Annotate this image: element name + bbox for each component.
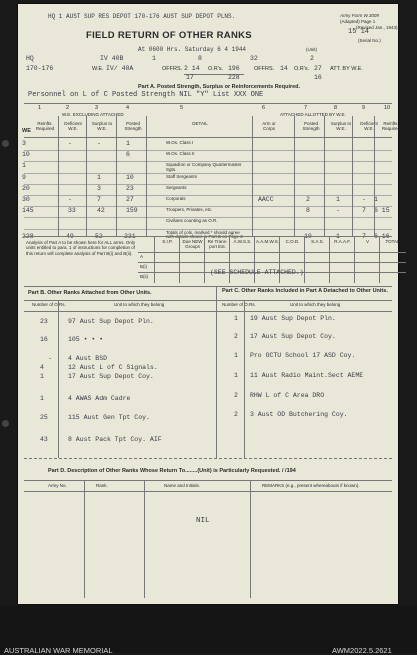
row-we: 9	[22, 173, 26, 181]
column-rule	[86, 116, 87, 236]
part-b-number: 43	[40, 436, 48, 443]
we-col-label: WE	[22, 128, 31, 134]
total-3: 16	[314, 74, 322, 81]
column-rule	[374, 116, 375, 236]
column-number: 1	[38, 105, 42, 111]
column-header: Posted Strength	[302, 121, 320, 131]
punch-hole	[2, 140, 9, 147]
row-detail: Staff Sergeants	[166, 173, 197, 179]
total-we: 228	[22, 232, 34, 240]
row-posted: 10	[126, 173, 134, 181]
analysis-col-rule	[154, 237, 155, 283]
column-number: 8	[334, 105, 338, 111]
rule	[24, 458, 392, 459]
row-detail: W.Os. Class I	[166, 140, 194, 145]
part-c-unit: 17 Aust Sup Depot Coy.	[250, 333, 336, 340]
ors-label: O.R's.	[208, 66, 224, 72]
part-b-number: 4	[40, 364, 44, 371]
rule	[24, 137, 392, 138]
total-att-posted: 10	[304, 232, 312, 240]
form-title: FIELD RETURN OF OTHER RANKS	[86, 30, 252, 41]
row-deficient: 33	[68, 207, 76, 215]
column-header: DETAIL	[192, 121, 208, 126]
total-deficient: 49	[66, 232, 74, 240]
part-c-number: 1	[234, 372, 238, 379]
part-d-heading: Part D. Description of Other Ranks Whose Return To........(Unit) is Particularly Requested. / /194	[48, 468, 296, 474]
part-d-entry: NIL	[196, 517, 210, 525]
part-c-heading: Part C. Other Ranks Included in Part A Detached to Other Units.	[222, 288, 388, 294]
column-header: Reinfts. Required	[381, 121, 401, 131]
analysis-col-header: Re Trans-port Est.	[207, 239, 228, 249]
row-att-posted: 8	[306, 207, 310, 215]
hq-code: HQ	[26, 55, 34, 62]
part-b-unit: 17 Aust Sup Depot Coy.	[68, 373, 154, 380]
row-posted: 23	[126, 184, 134, 192]
column-rule	[294, 116, 295, 236]
hq-ors: 8	[198, 55, 202, 62]
analysis-col-header: S.A.S.	[311, 239, 324, 244]
rule	[24, 300, 392, 301]
part-d-col-army-no: Army No.	[48, 483, 67, 488]
total-att-surplus: 1	[336, 232, 340, 240]
row-deficient: -	[68, 140, 72, 147]
total-att-reinfts: 6 16	[374, 232, 390, 240]
part-c-unit: RHW L of C Area DRO	[250, 392, 325, 399]
row-att-deficient: -	[362, 196, 366, 203]
row-att-surplus: -	[336, 207, 340, 215]
row-rule	[24, 173, 392, 174]
row-surplus: 3	[97, 184, 101, 192]
column-rule	[324, 116, 325, 236]
row-detail: Troopers, Privates, etc.	[166, 207, 213, 213]
column-number: 9	[362, 105, 366, 111]
rule	[24, 103, 392, 104]
typed-unit-line: HQ 1 AUST SUP RES DEPOT 170-176 AUST SUP DEPOT PLNS.	[48, 13, 236, 20]
part-c-unit: 19 Aust Sup Depot Pln.	[250, 315, 336, 322]
attached-heading: ATTACHED ALLOTTED BY W.E.	[280, 112, 346, 117]
part-b-number: 16	[40, 336, 48, 343]
we-value: IV/ 40A	[106, 65, 134, 72]
column-header: Posted Strength	[124, 121, 142, 131]
part-b-col-a: Number of O.Rs.	[32, 302, 66, 307]
total-posted: 231	[124, 232, 136, 240]
analysis-row-label: B(i)	[140, 264, 147, 269]
we-excl-heading: W.E. EXCLUDING ATTACHED	[62, 112, 124, 117]
column-number: 5	[180, 105, 184, 111]
row-rule	[24, 184, 392, 185]
part-c-unit: 3 Aust OD Butchering Coy.	[250, 411, 348, 418]
analysis-row-label: B(ii)	[140, 274, 148, 279]
unit-label: (Unit)	[306, 47, 317, 52]
analysis-col-rule	[379, 237, 380, 283]
row-att-surplus: 1	[336, 196, 340, 203]
column-rule	[58, 116, 59, 236]
row-we: 30	[22, 196, 30, 203]
part-c-unit: 11 Aust Radio Maint.Sect AEME	[250, 372, 364, 379]
ors-value-2: 27	[314, 65, 322, 72]
att-label: ATT. BY W.E.	[330, 66, 363, 72]
part-d-col-name: Name and Initials.	[164, 483, 201, 488]
analysis-row-rule	[138, 262, 406, 263]
analysis-col-rule	[354, 237, 355, 283]
offrs-label: OFFRS.	[162, 66, 183, 72]
row-deficient: -	[68, 196, 72, 203]
serial-number: 15 14	[348, 28, 370, 36]
personnel-line: Personnel on L of C Posted Strength NIL "Y" List XXX ONE	[28, 91, 264, 99]
analysis-col-header: S.I.P.	[162, 239, 173, 244]
rule	[24, 311, 392, 312]
analysis-col-rule	[179, 237, 180, 283]
part-c-number: 2	[234, 411, 238, 418]
column-rule	[146, 116, 147, 236]
divider	[244, 300, 245, 458]
part-c-number: 1	[234, 352, 238, 359]
total-att-deficient: 7	[362, 232, 366, 240]
part-b-number: 23	[40, 318, 48, 325]
row-detail: Corporals	[166, 196, 186, 201]
row-arm: AACC	[258, 196, 274, 203]
analysis-row-label: A	[140, 254, 144, 259]
offrs-value-2: 14	[280, 65, 288, 72]
part-b-unit: 105 • • •	[68, 336, 104, 343]
ors-value: 196	[228, 65, 240, 72]
analysis-row-rule	[138, 252, 406, 253]
row-we: 10	[22, 151, 30, 159]
part-b-number: -	[48, 355, 52, 362]
part-c-unit: Pro OCTU School 17 ASD Coy.	[250, 352, 356, 359]
part-b-heading: Part B. Other Ranks Attached from Other Units.	[28, 290, 152, 296]
field-return-form	[18, 4, 401, 604]
part-b-unit: 12 Aust L of C Signals.	[68, 364, 158, 371]
adapted-label: (Adapted) Page 1	[340, 19, 376, 24]
analysis-col-header: A.W.S.S.	[233, 239, 252, 244]
part-d-col-remarks: REMARKS (e.g., present whereabouts if known).	[262, 483, 360, 488]
row-posted: 6	[126, 151, 130, 159]
see-schedule-note: (SEE SCHEDULE ATTACHED.)	[210, 269, 304, 276]
analysis-col-rule	[204, 237, 205, 283]
column-header: Deficient W.E.	[360, 121, 378, 131]
column-number: 2	[66, 105, 70, 111]
rule	[24, 480, 392, 481]
row-posted: 27	[126, 196, 134, 203]
analysis-col-header: V	[365, 239, 369, 244]
army-form-label: Army Form W.3009	[340, 13, 379, 18]
column-number: 3	[95, 105, 99, 111]
analysis-col-rule	[304, 237, 305, 283]
row-surplus: 1	[97, 173, 101, 181]
column-header: Arm or Corps	[262, 121, 276, 131]
column-header: Surplus to W.E.	[91, 121, 113, 131]
row-detail: Civilians counting as O.R.	[166, 218, 218, 224]
analysis-col-rule	[279, 237, 280, 283]
column-header: Surplus to W.E.	[330, 121, 352, 131]
total-detail: Totals of cols. marked * should agree with details shown in Part B on Page 2	[166, 229, 243, 240]
analysis-col-header: TOTAL	[385, 239, 400, 244]
part-c-number: 2	[234, 392, 238, 399]
column-header: Deficient W.E.	[64, 121, 82, 131]
divider	[144, 480, 145, 598]
form-sub-label: (Revised Jan., 1943)	[356, 25, 398, 30]
column-number: 6	[262, 105, 266, 111]
part-b-unit: 97 Aust Sup Depot Pln.	[68, 318, 154, 325]
column-rule	[352, 116, 353, 236]
analysis-label: Analysis of Part A to be shown here for ALL arms. Only units entitled to para. 1 of instructions for completion of this return will complete analysis of Part B(i) and B(ii).	[26, 240, 136, 256]
divider	[58, 300, 59, 458]
row-detail: W.Os. Class II	[166, 151, 195, 157]
rule	[24, 491, 392, 492]
we-label: W.E.	[92, 66, 104, 72]
punch-hole	[2, 420, 9, 427]
row-we: 1	[22, 162, 26, 170]
total-2: 228	[228, 74, 240, 81]
unit-code: 170-176	[26, 65, 54, 72]
analysis-col-rule	[254, 237, 255, 283]
row-we: 145	[22, 207, 34, 215]
at-time-line: At 0600 Hrs. Saturday 6 4 1944	[138, 46, 247, 53]
row-posted: 159	[126, 207, 138, 215]
row-we: 3	[22, 140, 26, 147]
row-detail: Sergeants	[166, 184, 187, 190]
row-surplus: 42	[97, 207, 105, 215]
offrs-value: 2 14	[184, 65, 200, 72]
part-d-col-rank: Rank.	[96, 483, 108, 488]
part-b-number: 1	[40, 395, 44, 402]
row-att-reinfts: 1	[374, 196, 378, 203]
serial-label: (Serial No.)	[358, 38, 381, 43]
divider	[250, 480, 251, 598]
row-surplus: -	[97, 140, 101, 147]
column-header: Reinfts. Required	[35, 121, 55, 131]
hq-ors-2: 32	[250, 55, 258, 62]
analysis-col-rule	[329, 237, 330, 283]
analysis-col-rule	[229, 237, 230, 283]
column-number: 4	[126, 105, 130, 111]
hq-we: IV 40B	[100, 55, 124, 62]
part-b-number: 25	[40, 414, 48, 421]
part-b-unit: 4 Aust BSD	[68, 355, 108, 362]
rule	[24, 286, 392, 287]
part-c-number: 1	[234, 315, 238, 322]
row-rule	[24, 150, 392, 151]
analysis-col-header: Due NEW Groups	[182, 239, 203, 249]
divider	[84, 480, 85, 598]
row-we: 20	[22, 184, 30, 192]
part-b-number: 1	[40, 373, 44, 380]
column-number: 10	[384, 105, 391, 111]
row-detail: Squadron or Company Quartermaster Sgts.	[166, 162, 242, 173]
hq-attached: 2	[310, 55, 314, 62]
row-att-reinfts: 6 15	[374, 207, 390, 215]
part-b-unit: 8 Aust Pack Tpt Coy. AIF	[68, 436, 162, 443]
row-att-posted: 2	[306, 196, 310, 203]
footer-left-text: AUSTRALIAN WAR MEMORIAL	[4, 646, 113, 655]
analysis-col-header: A.A.M.W.S.	[256, 239, 280, 244]
column-rule	[116, 116, 117, 236]
column-number: 7	[304, 105, 308, 111]
part-c-col-b: Unit to which they belong	[290, 302, 341, 307]
total-surplus: 52	[95, 232, 103, 240]
part-b-col-b: Unit to which they belong	[114, 302, 165, 307]
part-c-number: 2	[234, 333, 238, 340]
total-1: 17	[186, 74, 194, 81]
part-a-heading: Part A. Posted Strength, Surplus or Reinforcements Required.	[138, 84, 301, 90]
ors-label-2: O.R's.	[294, 66, 310, 72]
row-surplus: 7	[97, 196, 101, 203]
rule	[24, 236, 392, 237]
part-b-unit: 4 AWAS Adm Cadre	[68, 395, 131, 402]
row-posted: 1	[126, 140, 130, 147]
hq-officers: 1	[152, 55, 156, 62]
footer-right-text: AWM2022.5.2621	[332, 646, 392, 655]
part-c-col-a: Number of O.Rs.	[222, 302, 256, 307]
part-b-unit: 115 Aust Gen Tpt Coy.	[68, 414, 150, 421]
analysis-col-header: R.A.A.F.	[334, 239, 351, 244]
row-att-deficient: 7	[362, 207, 366, 215]
analysis-col-header: C.O.D.	[285, 239, 300, 244]
column-rule	[252, 116, 253, 236]
offrs-label-2: OFFRS.	[254, 66, 275, 72]
